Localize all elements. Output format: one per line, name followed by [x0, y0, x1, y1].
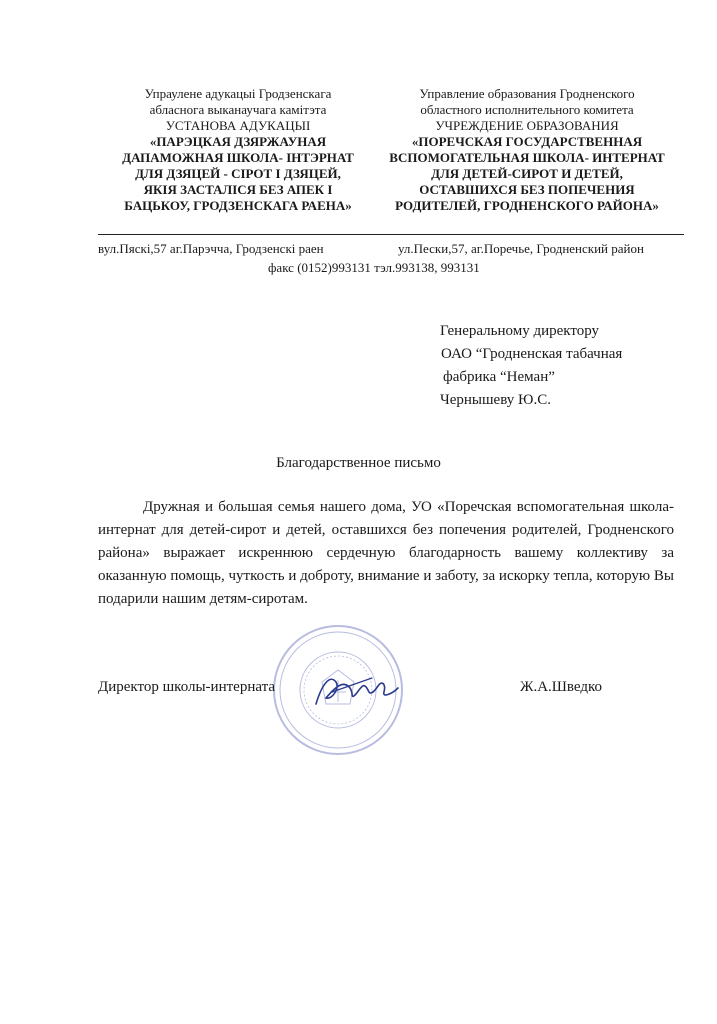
recipient-line: фабрика “Неман”: [443, 369, 555, 385]
contact-phones: факс (0152)993131 тэл.993138, 993131: [268, 260, 480, 275]
header-left-org-line: ДЛЯ ДЗЯЦЕЙ - СІРОТ І ДЗЯЦЕЙ,: [135, 166, 341, 181]
header-left-org-line: «ПАРЭЦКАЯ ДЗЯРЖАУНАЯ: [149, 134, 327, 149]
letter-body: Дружная и большая семья нашего дома, УО «Поречская вспомогательная школа-интернат для детей-сирот и детей, оставшихся без попечения родителей, Гродненского района» выражает искреннюю сердечную благодарность вашему коллективу за оказанную помощь, чуткость и доброту, внимание и заботу, за искорку тепла, которую Вы подарили нашим детям-сиротам.: [98, 499, 674, 607]
header-right-org-line: РОДИТЕЛЕЙ, ГРОДНЕНСКОГО РАЙОНА»: [395, 198, 659, 213]
header-left-org-line: ЯКІЯ ЗАСТАЛІСЯ БЕЗ АПЕК І: [143, 182, 333, 197]
header-right-org-line: ДЛЯ ДЕТЕЙ-СИРОТ И ДЕТЕЙ,: [431, 166, 623, 181]
letter-title: Благодарственное письмо: [276, 455, 441, 471]
signatory-position: Директор школы-интерната: [98, 679, 276, 695]
director-signature: [312, 664, 402, 714]
address-russian: ул.Пески,57, аг.Поречье, Гродненский район: [398, 241, 644, 256]
header-russian: [372, 86, 682, 214]
header-divider: [98, 234, 684, 235]
header-right-line: областного исполнительного комитета: [420, 102, 634, 117]
header-left-line: Упраулене адукацыі Гродзенскага: [144, 86, 332, 101]
recipient-line: ОАО “Гродненская табачная: [441, 346, 623, 362]
header-right-line: Управление образования Гродненского: [419, 86, 635, 101]
header-left-line: УСТАНОВА АДУКАЦЫІ: [165, 118, 311, 133]
recipient-block: [440, 320, 680, 412]
header-right-org-line: ОСТАВШИХСЯ БЕЗ ПОПЕЧЕНИЯ: [419, 182, 635, 197]
header-belarusian: [88, 86, 388, 214]
recipient-line: Генеральному директору: [440, 323, 600, 339]
signatory-name: Ж.А.Шведко: [520, 679, 603, 695]
header-left-line: абласнога выканаучага камітэта: [149, 102, 327, 117]
header-right-org-line: «ПОРЕЧСКАЯ ГОСУДАРСТВЕННАЯ: [411, 134, 643, 149]
header-left-org-line: ДАПАМОЖНАЯ ШКОЛА- ІНТЭРНАТ: [122, 150, 354, 165]
header-left-org-line: БАЦЬКОУ, ГРОДЗЕНСКАГА РАЕНА»: [124, 198, 352, 213]
address-belarusian: вул.Пяскі,57 аг.Парэчча, Гродзенскі раен: [98, 241, 324, 256]
header-right-org-line: ВСПОМОГАТЕЛЬНАЯ ШКОЛА- ИНТЕРНАТ: [389, 150, 665, 165]
header-right-line: УЧРЕЖДЕНИЕ ОБРАЗОВАНИЯ: [435, 118, 619, 133]
recipient-line: Чернышеву Ю.С.: [440, 392, 551, 408]
